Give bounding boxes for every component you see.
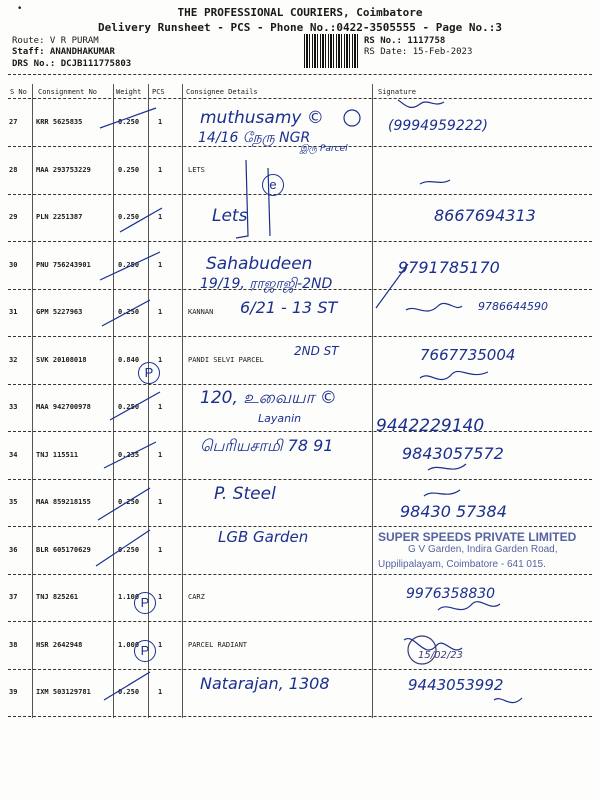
date-stamp-circle xyxy=(408,636,436,664)
tick-stroke xyxy=(100,252,163,280)
row-sno: 28 xyxy=(9,166,18,174)
tick-stroke xyxy=(98,488,150,520)
bracket-stroke xyxy=(268,168,270,236)
row-weight: 0.250 xyxy=(118,498,140,506)
signature-scribble xyxy=(398,100,444,107)
hand-signature: 8667694313 xyxy=(434,206,536,225)
row-sno: 36 xyxy=(9,546,18,554)
hand-address: 14/16 நேரு NGR xyxy=(198,130,311,146)
drs-number: DRS No.: DCJB111775803 xyxy=(12,59,132,69)
signature-scribble xyxy=(494,698,522,703)
hand-name: Sahabudeen xyxy=(206,254,313,274)
hand-signature: 7667735004 xyxy=(420,346,516,364)
row-consignee: KANNAN xyxy=(188,308,214,316)
row-consignment-no: MAA 942700978 xyxy=(36,403,91,411)
row-sno: 27 xyxy=(9,118,18,126)
row-weight: 0.250 xyxy=(118,403,140,411)
row-consignment-no: MAA 293753229 xyxy=(36,166,91,174)
hand-signature: 9976358830 xyxy=(406,586,496,602)
rs-date: RS Date: 15-Feb-2023 xyxy=(364,47,473,57)
row-pcs: 1 xyxy=(158,166,163,174)
hand-name: muthusamy © xyxy=(200,108,324,128)
circled-e-mark: e xyxy=(262,174,284,196)
row-consignment-no: GPM 5227963 xyxy=(36,308,83,316)
tick-stroke xyxy=(110,392,163,420)
row-weight: 0.235 xyxy=(118,451,140,459)
date-stamp: 15/02/23 xyxy=(418,650,463,661)
row-sno: 35 xyxy=(9,498,18,506)
row-weight: 0.250 xyxy=(118,308,140,316)
circled-p-mark: P xyxy=(138,362,160,384)
signature-scribble xyxy=(438,602,500,610)
signature-scribble xyxy=(428,464,466,470)
circled-p-mark: P xyxy=(134,592,156,614)
hand-note: இரு Parcel xyxy=(300,144,348,154)
hand-street: 2ND ST xyxy=(294,344,339,358)
col-pcs: PCS xyxy=(152,88,165,96)
row-pcs: 1 xyxy=(158,118,163,126)
row-weight: 0.250 xyxy=(118,213,140,221)
row-weight: 0.250 xyxy=(118,166,140,174)
row-consignee: CARZ xyxy=(188,593,205,601)
row-consignment-no: PNU 756243901 xyxy=(36,261,91,269)
col-weight: Weight xyxy=(116,88,142,96)
row-consignment-no: TNJ 825261 xyxy=(36,593,79,601)
company-title: THE PROFESSIONAL COURIERS, Coimbatore xyxy=(177,6,423,19)
hand-name: P. Steel xyxy=(214,484,276,504)
staff-label: Staff: ANANDHAKUMAR xyxy=(12,47,115,57)
circle-mark xyxy=(344,110,360,126)
row-consignee: PARCEL RADIANT xyxy=(188,641,248,649)
row-weight: 0.250 xyxy=(118,546,140,554)
hand-signature: (9994959222) xyxy=(388,118,488,134)
tick-stroke xyxy=(104,442,156,468)
stamp-address-1: G V Garden, Indira Garden Road, xyxy=(408,544,558,555)
row-consignee: PANDI SELVI PARCEL xyxy=(188,356,264,364)
hand-signature: 9843057572 xyxy=(402,444,504,463)
hand-address: 19/19, ராஜாஜி-2ND xyxy=(200,276,333,292)
col-consignment: Consignment No xyxy=(38,88,98,96)
row-pcs: 1 xyxy=(158,641,163,649)
signature-scribble xyxy=(420,371,488,379)
row-sno: 29 xyxy=(9,213,18,221)
row-sno: 38 xyxy=(9,641,18,649)
col-consignee: Consignee Details xyxy=(186,88,258,96)
row-consignment-no: TNJ 115511 xyxy=(36,451,79,459)
row-consignment-no: MAA 859218155 xyxy=(36,498,91,506)
hand-signature: 9786644590 xyxy=(478,300,548,313)
row-pcs: 1 xyxy=(158,403,163,411)
row-weight: 1.000 xyxy=(118,641,140,649)
row-pcs: 1 xyxy=(158,498,163,506)
hand-signature: 9791785170 xyxy=(398,258,500,277)
row-pcs: 1 xyxy=(158,688,163,696)
signature-scribble xyxy=(424,490,460,496)
row-consignment-no: BLR 605170629 xyxy=(36,546,91,554)
row-consignment-no: SVK 20108018 xyxy=(36,356,87,364)
tick-stroke xyxy=(102,300,150,326)
row-consignment-no: KRR 5625835 xyxy=(36,118,83,126)
row-weight: 0.840 xyxy=(118,356,140,364)
hand-signature: 9442229140 xyxy=(376,416,485,436)
row-sno: 33 xyxy=(9,403,18,411)
row-consignee: LETS xyxy=(188,166,205,174)
hand-address: 6/21 - 13 ST xyxy=(240,298,338,317)
col-sno: S No xyxy=(10,88,27,96)
hand-name: Natarajan, 1308 xyxy=(200,674,330,693)
hand-name: LGB Garden xyxy=(218,528,309,546)
rs-number: RS No.: 1117758 xyxy=(364,36,446,46)
tick-stroke xyxy=(96,530,150,566)
row-pcs: 1 xyxy=(158,356,163,364)
row-sno: 34 xyxy=(9,451,18,459)
circled-p-mark: P xyxy=(134,640,156,662)
row-sno: 30 xyxy=(9,261,18,269)
hand-signature: 9443053992 xyxy=(408,676,504,694)
hand-address: Layanin xyxy=(258,412,302,425)
row-pcs: 1 xyxy=(158,546,163,554)
row-weight: 1.100 xyxy=(118,593,140,601)
row-weight: 0.250 xyxy=(118,688,140,696)
row-weight: 0.250 xyxy=(118,118,140,126)
row-pcs: 1 xyxy=(158,261,163,269)
col-signature: Signature xyxy=(378,88,416,96)
tick-stroke xyxy=(120,208,162,232)
row-pcs: 1 xyxy=(158,213,163,221)
slash-stroke xyxy=(376,264,408,308)
tick-stroke xyxy=(104,672,150,700)
hand-signature: 98430 57384 xyxy=(400,502,507,521)
row-pcs: 1 xyxy=(158,451,163,459)
runsheet-subtitle: Delivery Runsheet - PCS - Phone No.:0422-3505555 - Page No.:3 xyxy=(98,21,502,34)
tick-stroke xyxy=(100,108,156,128)
hand-name: 120, உவையா © xyxy=(200,388,337,408)
row-sno: 32 xyxy=(9,356,18,364)
hand-name: பெரியசாமி 78 91 xyxy=(200,436,334,455)
row-sno: 37 xyxy=(9,593,18,601)
signature-scribble xyxy=(420,180,450,184)
bracket-stroke xyxy=(236,160,248,238)
row-sno: 31 xyxy=(9,308,18,316)
row-pcs: 1 xyxy=(158,308,163,316)
signature-scribble xyxy=(406,303,462,311)
row-consignment-no: HSR 2642948 xyxy=(36,641,83,649)
row-consignment-no: IXM 503129781 xyxy=(36,688,91,696)
stamp-company: SUPER SPEEDS PRIVATE LIMITED xyxy=(378,530,577,544)
route-label: Route: V R PURAM xyxy=(12,36,99,46)
row-consignment-no: PLN 2251387 xyxy=(36,213,83,221)
row-sno: 39 xyxy=(9,688,18,696)
stamp-address-2: Uppilipalayam, Coimbatore - 641 015. xyxy=(378,559,546,570)
hand-name: Lets xyxy=(212,206,248,226)
row-pcs: 1 xyxy=(158,593,163,601)
row-weight: 0.250 xyxy=(118,261,140,269)
